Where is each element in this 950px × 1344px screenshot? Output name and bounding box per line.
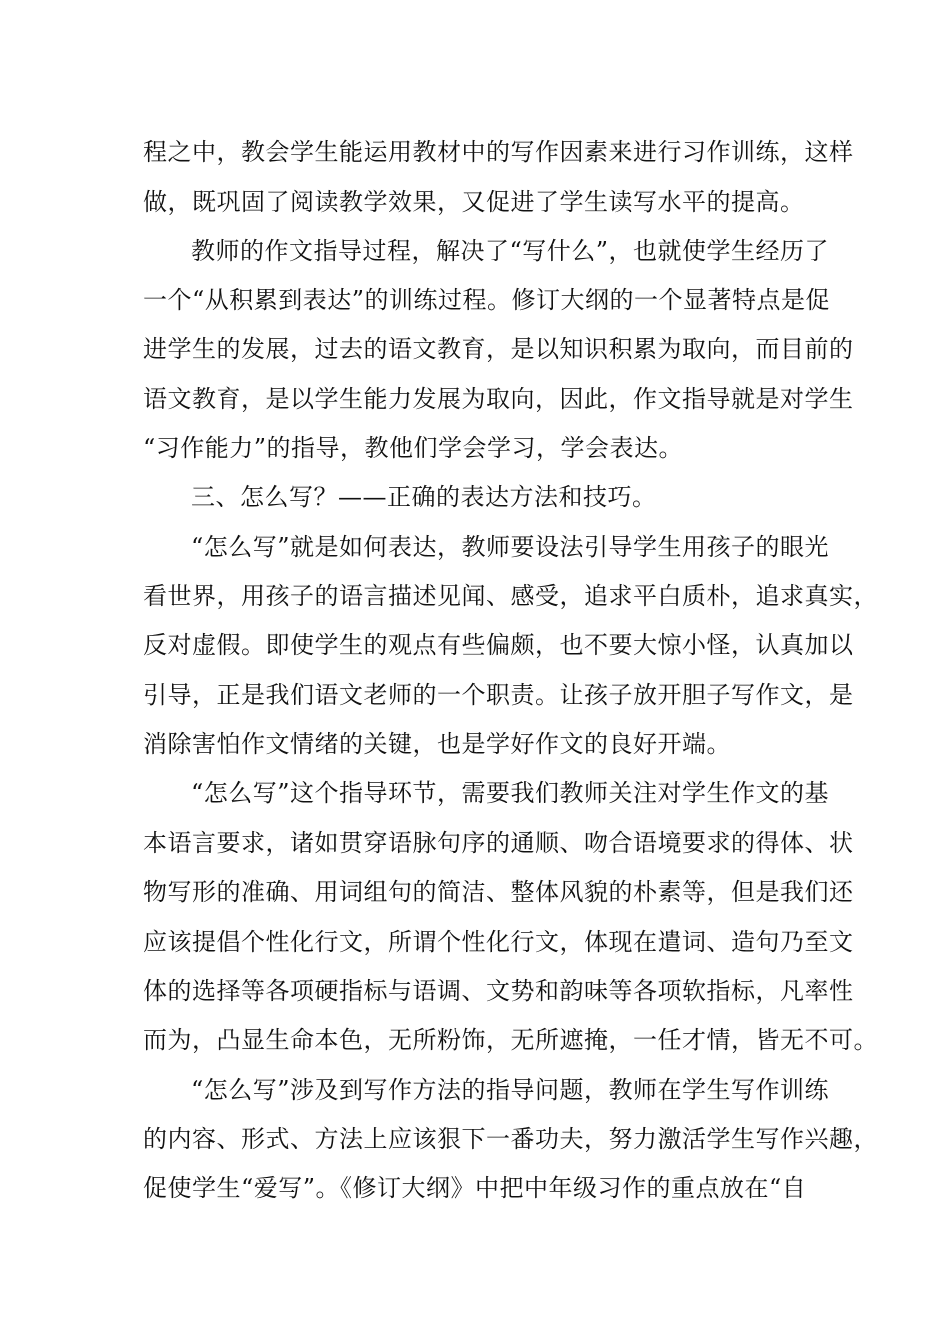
text-line: 的内容、形式、方法上应该狠下一番功夫，努力激活学生写作兴趣，: [143, 1125, 878, 1153]
paragraph-start-line: 教师的作文指导过程，解决了“写什么”，也就使学生经历了: [191, 237, 830, 265]
text-line: 本语言要求，诸如贯穿语脉句序的通顺、吻合语境要求的得体、状: [143, 829, 854, 857]
paragraph-start-line: “怎么写”就是如何表达，教师要设法引导学生用孩子的眼光: [191, 533, 830, 561]
text-line: 看世界，用孩子的语言描述见闻、感受，追求平白质朴，追求真实，: [143, 582, 878, 610]
text-line: 语文教育，是以学生能力发展为取向，因此，作文指导就是对学生: [143, 385, 854, 413]
text-line: 反对虚假。即使学生的观点有些偏颇，也不要大惊小怪，认真加以: [143, 631, 854, 659]
text-line: 而为，凸显生命本色，无所粉饰，无所遮掩，一任才情，皆无不可。: [143, 1026, 878, 1054]
text-line: 引导，正是我们语文老师的一个职责。让孩子放开胆子写作文，是: [143, 681, 854, 709]
section-heading: 三、怎么写？——正确的表达方法和技巧。: [191, 483, 657, 511]
text-line: “习作能力”的指导，教他们学会学习，学会表达。: [143, 434, 684, 462]
text-line: 一个“从积累到表达”的训练过程。修订大纲的一个显著特点是促: [143, 286, 831, 314]
paragraph-start-line: “怎么写”这个指导环节，需要我们教师关注对学生作文的基: [191, 779, 830, 807]
text-line: 做，既巩固了阅读教学效果，又促进了学生读写水平的提高。: [143, 188, 805, 216]
text-line: 体的选择等各项硬指标与语调、文势和韵味等各项软指标，凡率性: [143, 977, 854, 1005]
paragraph-start-line: “怎么写”涉及到写作方法的指导问题，教师在学生写作训练: [191, 1076, 830, 1104]
text-line: 进学生的发展，过去的语文教育，是以知识积累为取向，而目前的: [143, 335, 854, 363]
text-line: 物写形的准确、用词组句的简洁、整体风貌的朴素等，但是我们还: [143, 878, 854, 906]
text-line: 应该提倡个性化行文，所谓个性化行文，体现在遣词、造句乃至文: [143, 928, 854, 956]
text-line: 促使学生“爱写”。《修订大纲》中把中年级习作的重点放在“自: [143, 1174, 807, 1202]
text-line: 消除害怕作文情绪的关键，也是学好作文的良好开端。: [143, 730, 731, 758]
text-line: 程之中，教会学生能运用教材中的写作因素来进行习作训练，这样: [143, 138, 854, 166]
